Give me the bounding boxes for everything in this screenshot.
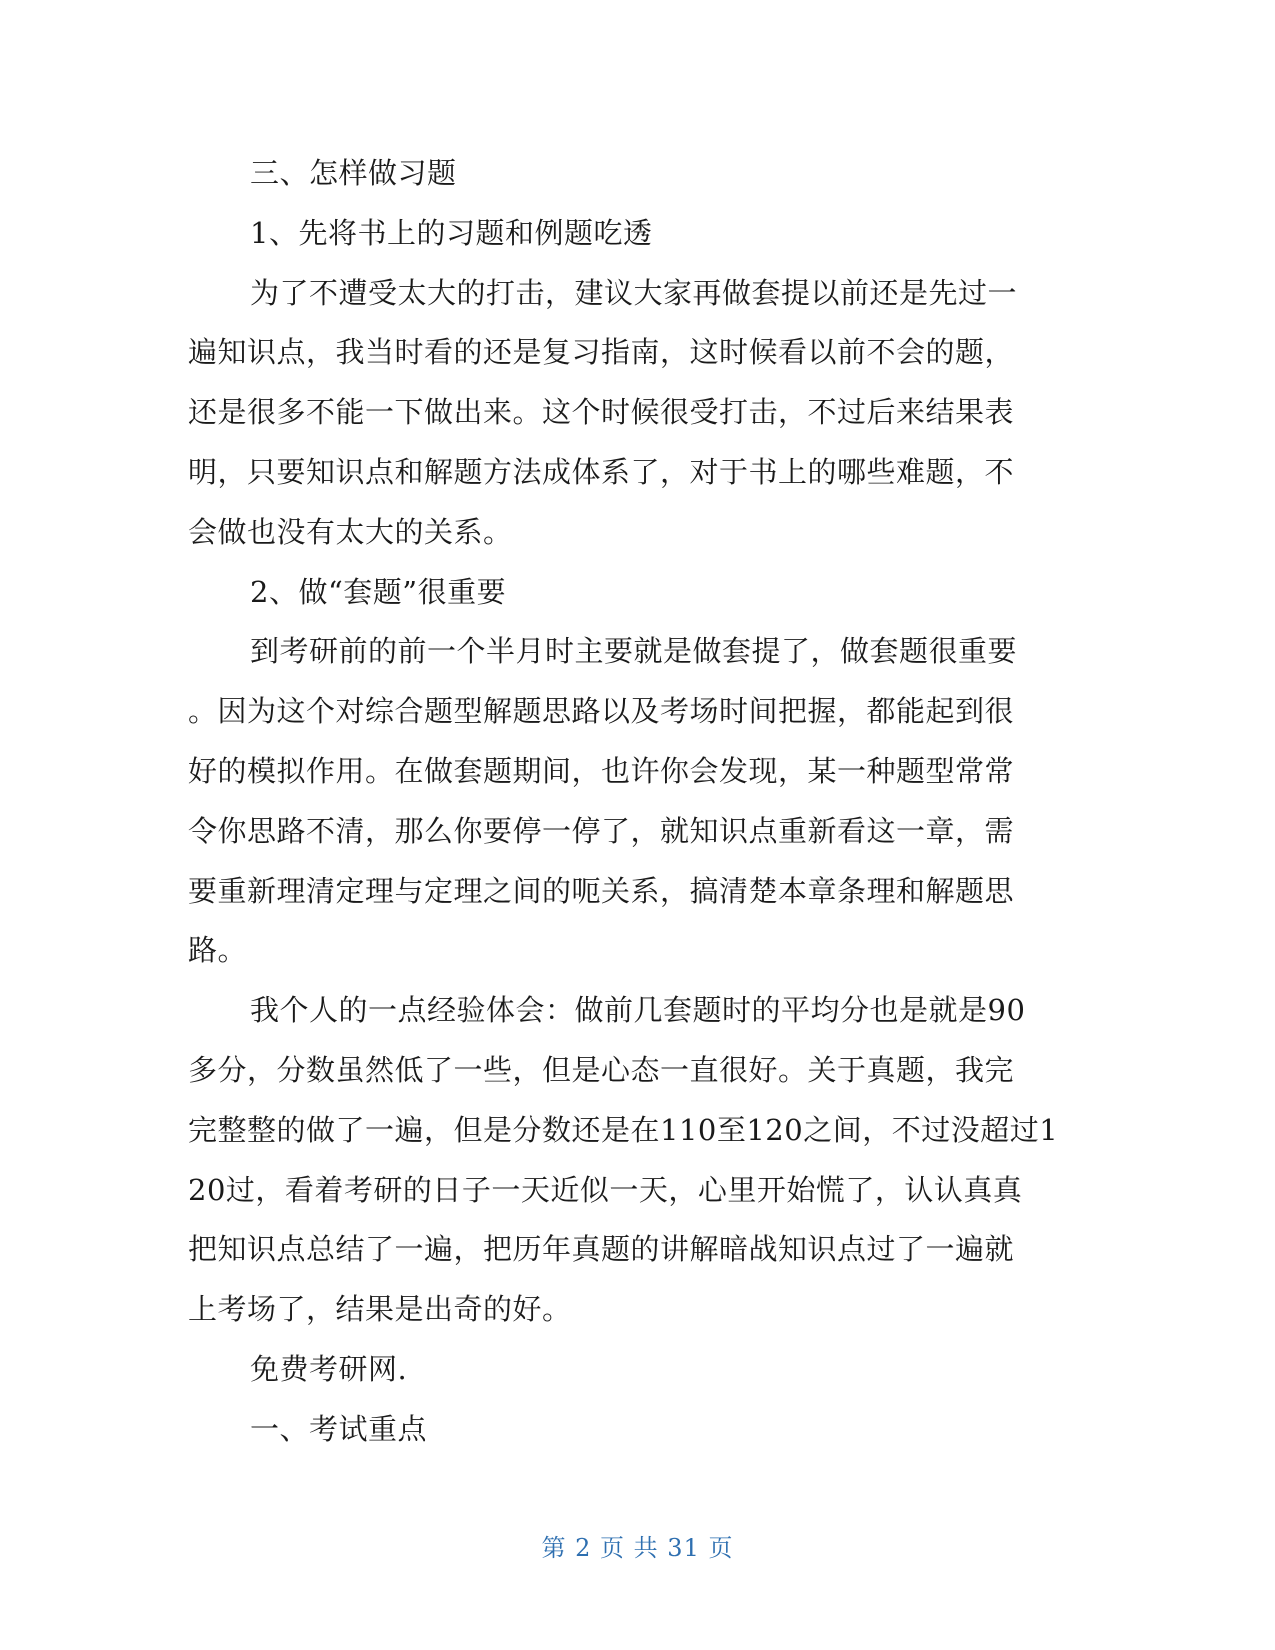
paragraph-line: 还是很多不能一下做出来。这个时候很受打击，不过后来结果表 bbox=[188, 395, 1015, 430]
page-number-label: 第 2 页 共 31 页 bbox=[541, 1534, 734, 1562]
paragraph-line: 会做也没有太大的关系。 bbox=[188, 514, 513, 549]
section-heading: 一、考试重点 bbox=[250, 1411, 428, 1446]
paragraph-line: 。因为这个对综合题型解题思路以及考场时间把握，都能起到很 bbox=[188, 694, 1015, 729]
page-footer bbox=[0, 1528, 1275, 1563]
paragraph-line: 上考场了，结果是出奇的好。 bbox=[188, 1292, 572, 1327]
source-line: 免费考研网. bbox=[250, 1351, 408, 1386]
paragraph-line: 好的模拟作用。在做套题期间，也许你会发现，某一种题型常常 bbox=[188, 753, 1015, 788]
paragraph-line: 20过，看着考研的日子一天近似一天，心里开始慌了，认认真真 bbox=[188, 1172, 1023, 1207]
paragraph-line: 要重新理清定理与定理之间的呃关系，搞清楚本章条理和解题思 bbox=[188, 873, 1015, 908]
paragraph-line: 我个人的一点经验体会：做前几套题时的平均分也是就是90 bbox=[250, 993, 1026, 1028]
document-body bbox=[188, 144, 1058, 1460]
paragraph-line: 为了不遭受太大的打击，建议大家再做套提以前还是先过一 bbox=[250, 275, 1018, 310]
paragraph-line: 到考研前的前一个半月时主要就是做套提了，做套题很重要 bbox=[250, 634, 1018, 669]
paragraph-line: 把知识点总结了一遍，把历年真题的讲解暗战知识点过了一遍就 bbox=[188, 1232, 1015, 1267]
paragraph-line: 路。 bbox=[188, 933, 248, 968]
section-heading: 三、怎样做习题 bbox=[250, 156, 457, 190]
subsection-heading: 2、做“套题”很重要 bbox=[250, 574, 507, 609]
paragraph-line: 完整整的做了一遍，但是分数还是在110至120之间，不过没超过1 bbox=[188, 1112, 1059, 1147]
paragraph-line: 多分，分数虽然低了一些，但是心态一直很好。关于真题，我完 bbox=[188, 1052, 1015, 1087]
paragraph-line: 明，只要知识点和解题方法成体系了，对于书上的哪些难题，不 bbox=[188, 454, 1015, 489]
subsection-heading: 1、先将书上的习题和例题吃透 bbox=[250, 215, 653, 250]
paragraph-line: 令你思路不清，那么你要停一停了，就知识点重新看这一章，需 bbox=[188, 813, 1015, 848]
paragraph-line: 遍知识点，我当时看的还是复习指南，这时候看以前不会的题， bbox=[188, 335, 1015, 370]
